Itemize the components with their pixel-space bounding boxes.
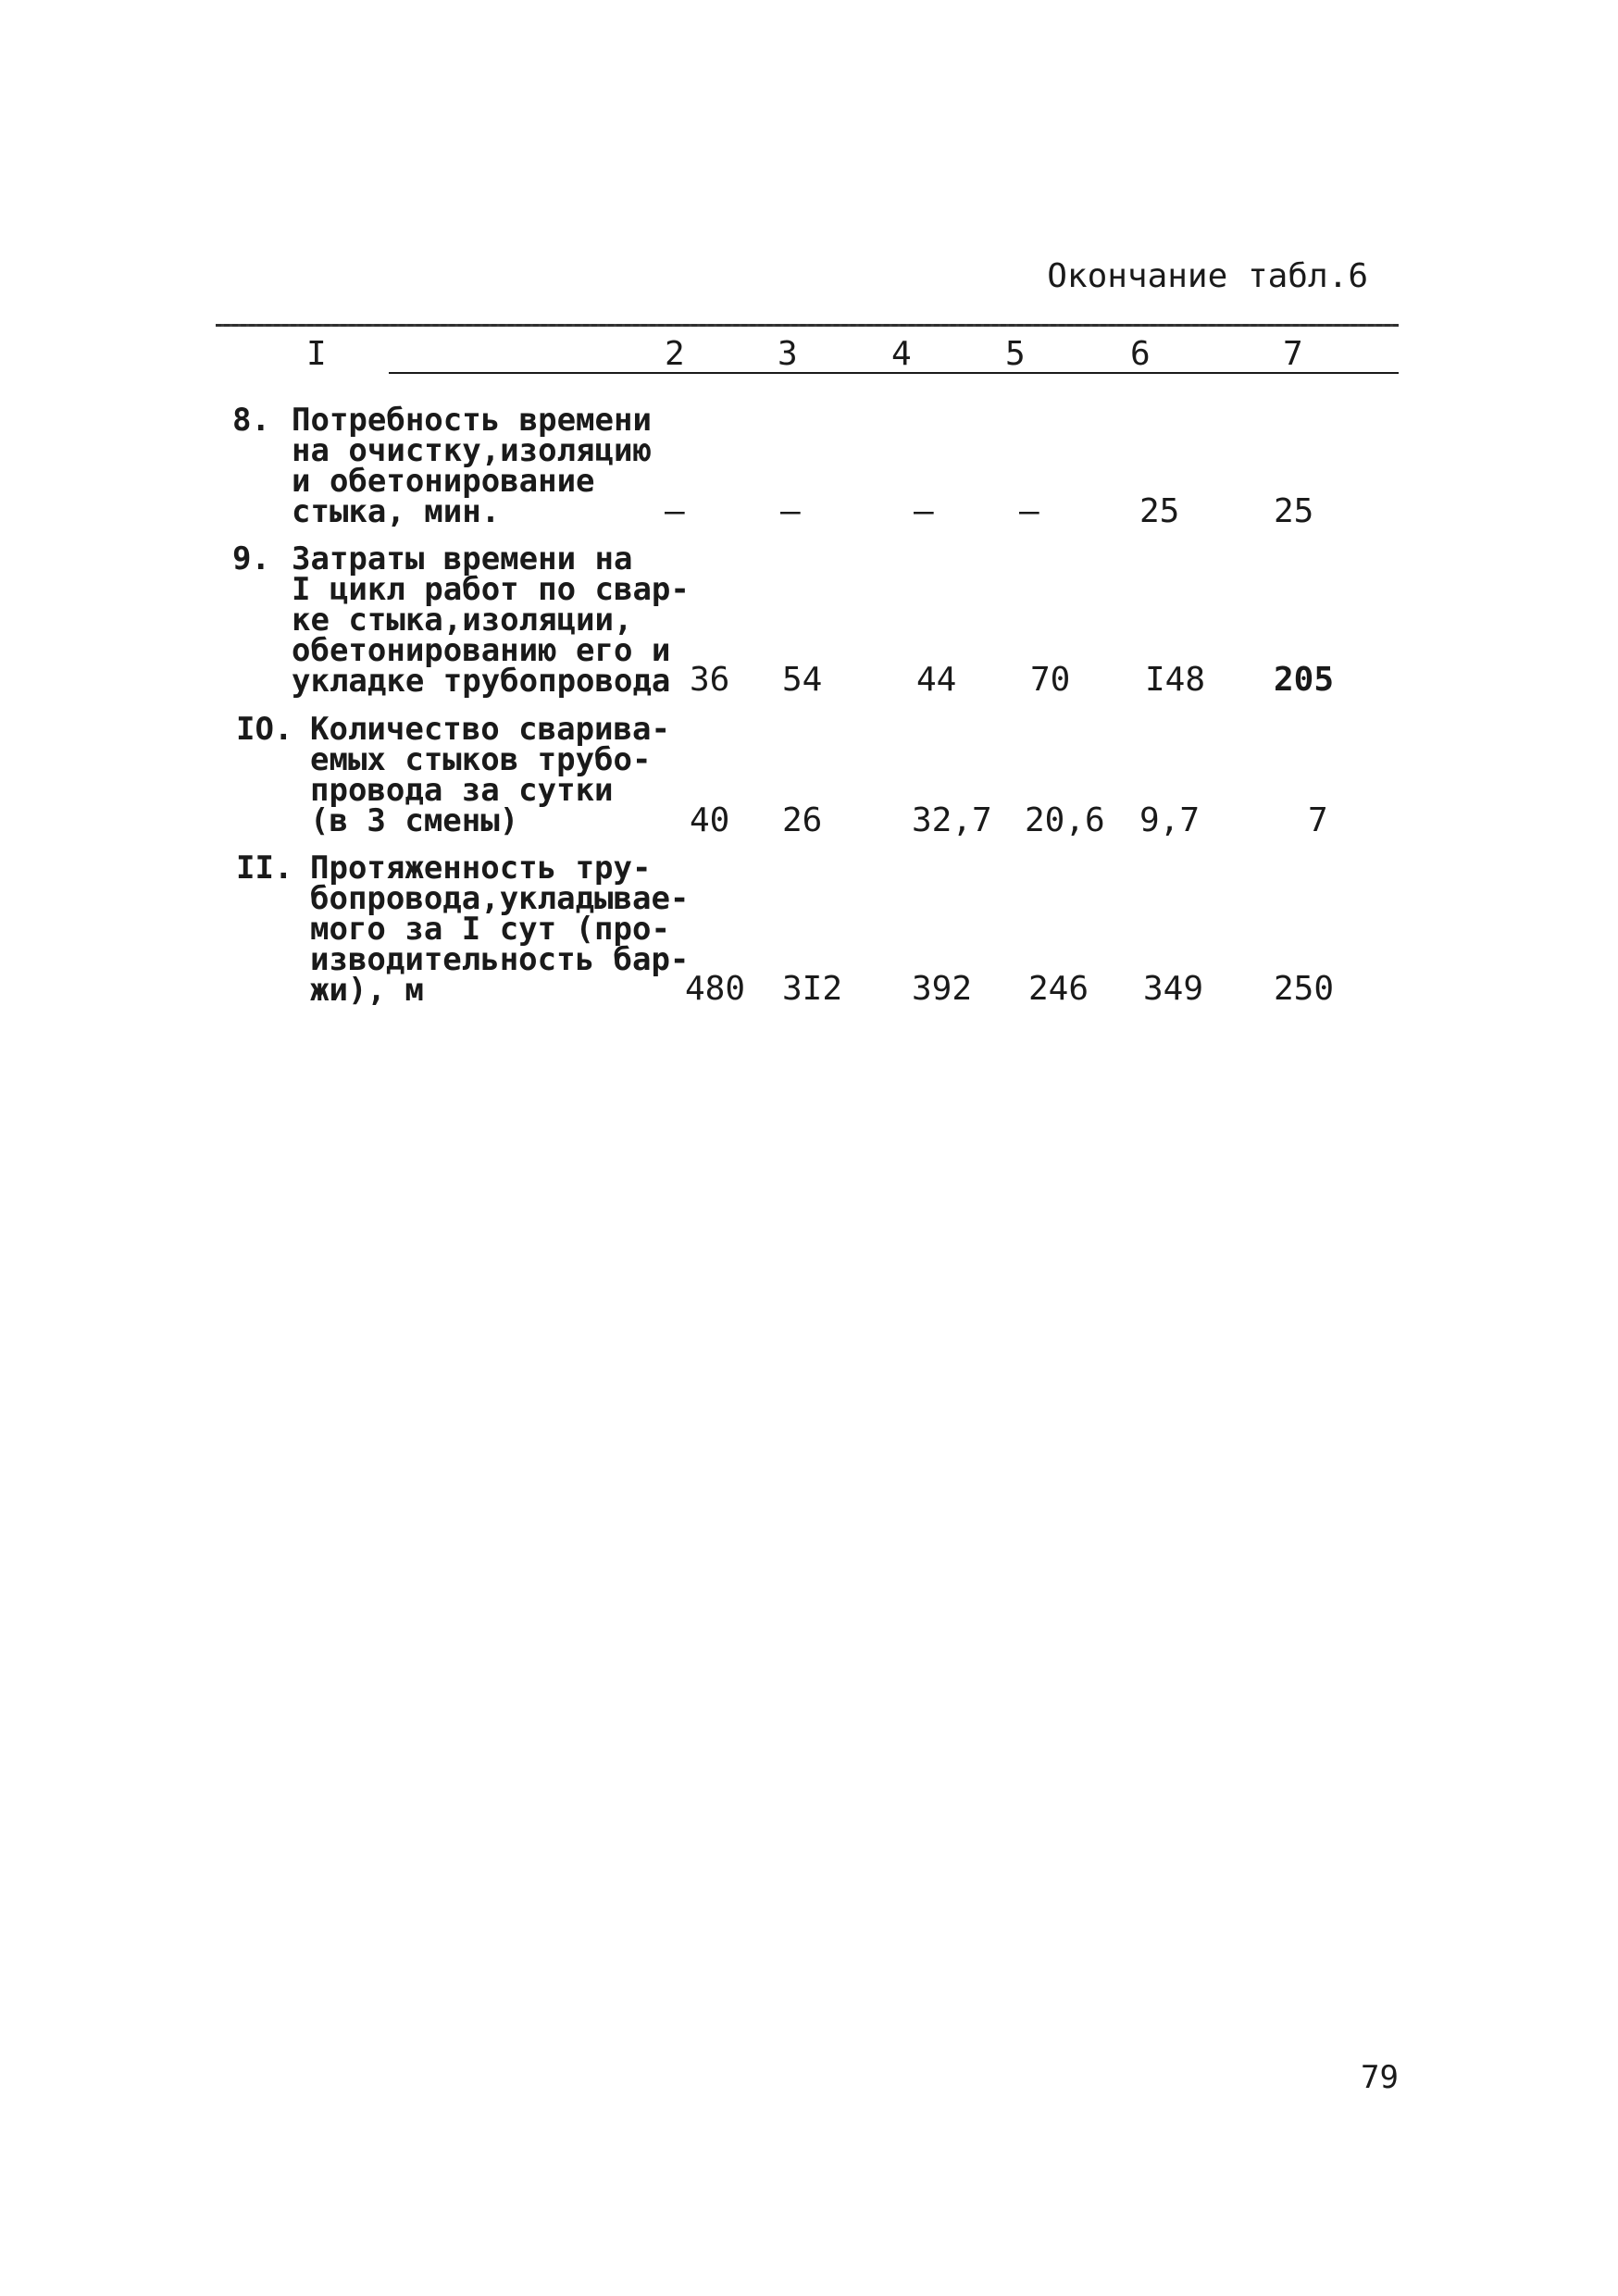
row-label: Потребность времени на очистку,изоляцию и обетонирование стыка, мин. xyxy=(292,402,652,530)
cell-col-7: 7 xyxy=(1308,801,1328,839)
cell-col-5: 20,6 xyxy=(1025,801,1105,839)
column-header-3: 3 xyxy=(778,335,798,373)
cell-col-2: 480 xyxy=(685,970,746,1008)
cell-col-4: – xyxy=(914,492,934,530)
cell-col-2: – xyxy=(665,492,685,530)
row-number: 9. xyxy=(232,540,270,577)
table-top-rule xyxy=(216,324,1399,327)
cell-col-5: – xyxy=(1019,492,1039,530)
cell-col-3: 54 xyxy=(782,661,823,699)
cell-col-3: 3I2 xyxy=(782,970,843,1008)
table-header-rule xyxy=(389,372,1399,374)
cell-col-4: 44 xyxy=(916,661,957,699)
cell-col-3: – xyxy=(780,492,801,530)
cell-col-4: 392 xyxy=(912,970,973,1008)
column-header-5: 5 xyxy=(1005,335,1026,373)
page-number: 79 xyxy=(1361,2059,1399,2096)
cell-col-2: 36 xyxy=(690,661,730,699)
row-number: II. xyxy=(236,850,293,887)
row-label: Количество сварива- емых стыков трубо- провода за сутки (в 3 смены) xyxy=(310,711,670,839)
column-header-2: 2 xyxy=(665,335,685,373)
table-header-row xyxy=(216,335,1399,372)
column-header-7: 7 xyxy=(1283,335,1303,373)
cell-col-6: 25 xyxy=(1139,492,1180,530)
cell-col-5: 246 xyxy=(1028,970,1089,1008)
row-number: 8. xyxy=(232,402,270,439)
cell-col-6: 9,7 xyxy=(1139,801,1201,839)
cell-col-4: 32,7 xyxy=(912,801,992,839)
row-number: IO. xyxy=(236,711,293,748)
cell-col-7: 205 xyxy=(1274,661,1335,699)
cell-col-3: 26 xyxy=(782,801,823,839)
cell-col-7: 25 xyxy=(1274,492,1314,530)
cell-col-6: 349 xyxy=(1143,970,1204,1008)
column-header-1: I xyxy=(306,335,327,373)
column-header-6: 6 xyxy=(1130,335,1151,373)
cell-col-7: 250 xyxy=(1274,970,1335,1008)
column-header-4: 4 xyxy=(891,335,912,373)
table-caption: Окончание табл.6 xyxy=(1047,257,1368,295)
row-label: Затраты времени на I цикл работ по свар- ке стыка,изоляции, обетонированию его и укладке трубопровода xyxy=(292,540,690,700)
row-label: Протяженность тру- бопровода,укладывае- мого за I сут (про- изводительность бар- жи), м xyxy=(310,850,690,1009)
cell-col-2: 40 xyxy=(690,801,730,839)
cell-col-5: 70 xyxy=(1030,661,1071,699)
cell-col-6: I48 xyxy=(1145,661,1206,699)
